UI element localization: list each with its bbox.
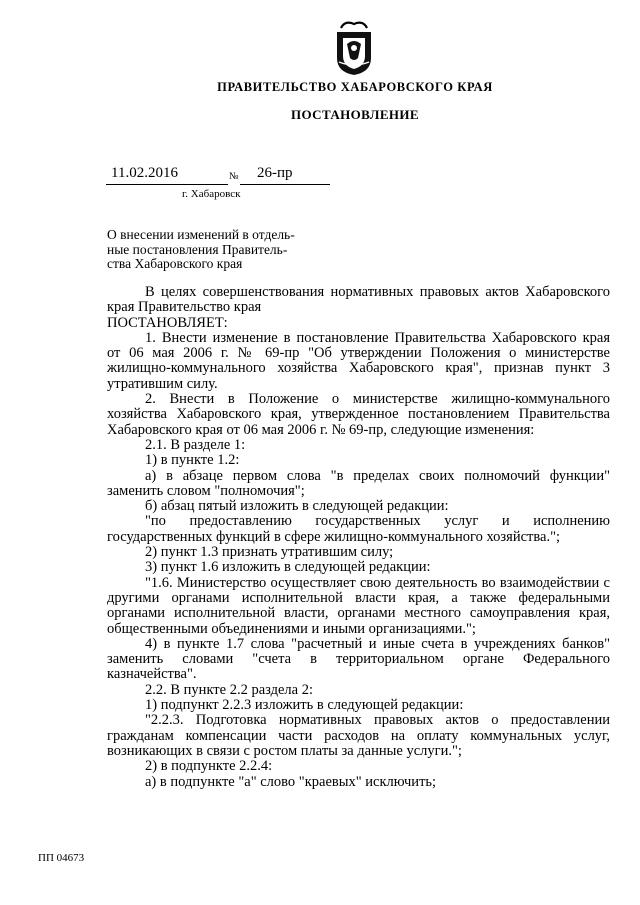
paragraph: 4) в пункте 1.7 слова "расчетный и иные счета в учреждениях банков" заменить словами "счета в территориальном органе Федерального казначейства". bbox=[107, 635, 610, 683]
city-label: г. Хабаровск bbox=[182, 188, 241, 200]
footer-code: ПП 04673 bbox=[38, 852, 85, 864]
document-date: 11.02.2016 bbox=[111, 165, 178, 181]
document-type: ПОСТАНОВЛЕНИЕ bbox=[290, 107, 420, 122]
paragraph: "1.6. Министерство осуществляет свою деятельность во взаимодействии с другими органами исполнительной власти края, а также федеральными органами исполнительной власти, органами местного самоуправления края, общественными объединениями и иными организациями."; bbox=[107, 574, 610, 637]
document-subject bbox=[107, 228, 321, 272]
paragraph: "по предоставлению государственных услуг и исполнению государственных функций в сфере жилищно-коммунального хозяйства."; bbox=[107, 513, 610, 545]
paragraph: "2.2.3. Подготовка нормативных правовых актов о предоставлении гражданам компенсации части расходов на оплату коммунальных услуг, возникающих в связи с ростом платы за данные услуги."; bbox=[107, 712, 610, 759]
paragraph: 2. Внести в Положение о министерстве жилищно-коммунального хозяйства Хабаровского края, утвержденное постановлением Правительства Хабаровского края от 06 мая 2006 г. № 69-пр, следующие изменения: bbox=[107, 391, 610, 438]
paragraph: а) в подпункте "а" слово "краевых" исключить; bbox=[145, 773, 437, 790]
paragraph: 2.1. В разделе 1: bbox=[145, 436, 246, 453]
document-body bbox=[107, 285, 610, 790]
coat-of-arms-icon bbox=[333, 18, 375, 76]
paragraph: 2) пункт 1.3 признать утратившим силу; bbox=[145, 544, 394, 561]
paragraph: 3) пункт 1.6 изложить в следующей редакции: bbox=[145, 559, 431, 576]
paragraph: 2.2. В пункте 2.2 раздела 2: bbox=[145, 681, 313, 698]
paragraph: б) абзац пятый изложить в следующей редакции: bbox=[145, 498, 449, 515]
paragraph: В целях совершенствования нормативных правовых актов Хабаровского края Правительство края bbox=[107, 284, 610, 316]
paragraph: 1) в пункте 1.2: bbox=[145, 452, 240, 469]
document-number: 26-пр bbox=[257, 165, 293, 181]
subject-line: ства Хабаровского края bbox=[107, 256, 243, 271]
paragraph: 1) подпункт 2.2.3 изложить в следующей редакции: bbox=[145, 697, 464, 714]
paragraph: 1. Внести изменение в постановление Правительства Хабаровского края от 06 мая 2006 г. № 69-пр "Об утверждении Положения о министерстве жилищно-коммунального хозяйства Хабаровского края", признав пункт 3 утратившим силу. bbox=[107, 329, 610, 392]
paragraph: 2) в подпункте 2.2.4: bbox=[145, 758, 273, 775]
government-title: ПРАВИТЕЛЬСТВО ХАБАРОВСКОГО КРАЯ bbox=[217, 80, 493, 94]
subject-line: О внесении изменений в отдель- bbox=[107, 227, 295, 242]
subject-line: ные постановления Правитель- bbox=[107, 241, 288, 257]
paragraph-decree-word: ПОСТАНОВЛЯЕТ: bbox=[107, 314, 228, 331]
number-sign: № bbox=[229, 171, 239, 182]
paragraph: а) в абзаце первом слова "в пределах своих полномочий функции" заменить словом "полномочия"; bbox=[107, 467, 610, 499]
